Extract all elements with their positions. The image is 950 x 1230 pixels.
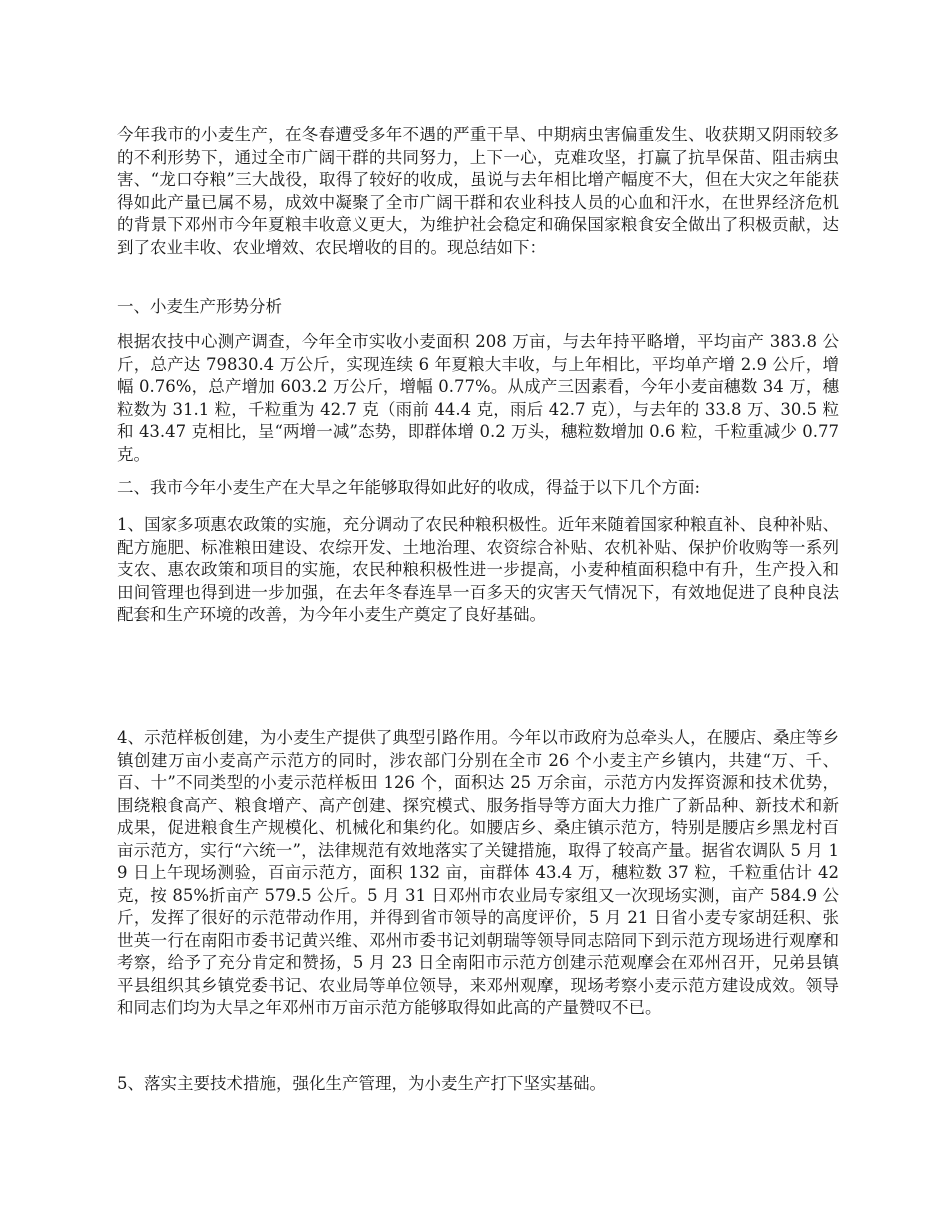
item-4-paragraph: 4、示范样板创建，为小麦生产提供了典型引路作用。今年以市政府为总牵头人，在腰店、桑庄等乡镇创建万亩小麦高产示范方的同时，涉农部门分别在全市 26 个小麦主产乡镇内，共建“万、千、百、十”不同类型的小麦示范样板田 126 个，面积达 25 万余亩，示范方内发挥资源和技术优势，围绕粮食高产、粮食增产、高产创建、探究模式、服务指导等方面大力推广了新品种、新技术和新成果，促进粮食生产规模化、机械化和集约化。如腰店乡、桑庄镇示范方，特别是腰店乡黑龙村百亩示范方，实行“六统一”，法律规范有效地落实了关键措施，取得了较高产量。据省农调队 5 月 19 日上午现场测验，百亩示范方，面积 132 亩，亩群体 43.4 万，穗粒数 37 粒，千粒重估计 42 克，按 85%折亩产 579.5 公斤。5 月 31 日邓州市农业局专家组又一次现场实测，亩产 584.9 公斤，发挥了很好的示范带动作用，并得到省市领导的高度评价，5 月 21 日省小麦专家胡廷积、张世英一行在南阳市委书记黄兴维、邓州市委书记刘朝瑞等领导同志陪同下到示范方现场进行观摩和考察，给予了充分肯定和赞扬，5 月 23 日全南阳市示范方创建示范观摩会在邓州召开，兄弟县镇平县组织其乡镇党委书记、农业局等单位领导，来邓州观摩，现场考察小麦示范方建设成效。领导和同志们均为大旱之年邓州市万亩示范方能够取得如此高的产量赞叹不已。: [117, 728, 839, 1017]
analysis-paragraph: 根据农技中心测产调查，今年全市实收小麦面积 208 万亩，与去年持平略增，平均亩产 383.8 公斤，总产达 79830.4 万公斤，实现连续 6 年夏粮大丰收，与上年相比，平均单产增 2.9 公斤，增幅 0.76%，总产增加 603.2 万公斤，增幅 0.77%。从成产三因素看，今年小麦亩穗数 34 万，穗粒数为 31.1 粒，千粒重为 42.7 克（雨前 44.4 克，雨后 42.7 克），与去年的 33.8 万、30.5 粒和 43.47 克相比，呈“两增一减”态势，即群体增 0.2 万头，穗粒数增加 0.6 粒，千粒重减少 0.77 克。: [117, 332, 839, 464]
section-heading-2: 二、我市今年小麦生产在大旱之年能够取得如此好的收成，得益于以下几个方面:: [117, 478, 701, 497]
item-1-paragraph: 1、国家多项惠农政策的实施，充分调动了农民种粮积极性。近年来随着国家种粮直补、良种补贴、配方施肥、标准粮田建设、农综开发、土地治理、农资综合补贴、农机补贴、保护价收购等一系列支农、惠农政策和项目的实施，农民种粮积极性进一步提高，小麦种植面积稳中有升，生产投入和田间管理也得到进一步加强，在去年冬春连旱一百多天的灾害天气情况下，有效地促进了良种良法配套和生产环境的改善，为今年小麦生产奠定了良好基础。: [117, 515, 839, 624]
section-heading-1: 一、小麦生产形势分析: [117, 297, 282, 316]
item-5-paragraph: 5、落实主要技术措施，强化生产管理，为小麦生产打下坚实基础。: [117, 1074, 606, 1093]
intro-paragraph: 今年我市的小麦生产，在冬春遭受多年不遇的严重干旱、中期病虫害偏重发生、收获期又阴雨较多的不利形势下，通过全市广阔干群的共同努力，上下一心，克难攻坚，打赢了抗旱保苗、阻击病虫害、“龙口夺粮”三大战役，取得了较好的收成，虽说与去年相比增产幅度不大，但在大灾之年能获得如此产量已属不易，成效中凝聚了全市广阔干群和农业科技人员的心血和汗水，在世界经济危机的背景下邓州市今年夏粮丰收意义更大，为维护社会稳定和确保国家粮食安全做出了积极贡献，达到了农业丰收、农业增效、农民增收的目的。现总结如下：: [117, 125, 839, 257]
